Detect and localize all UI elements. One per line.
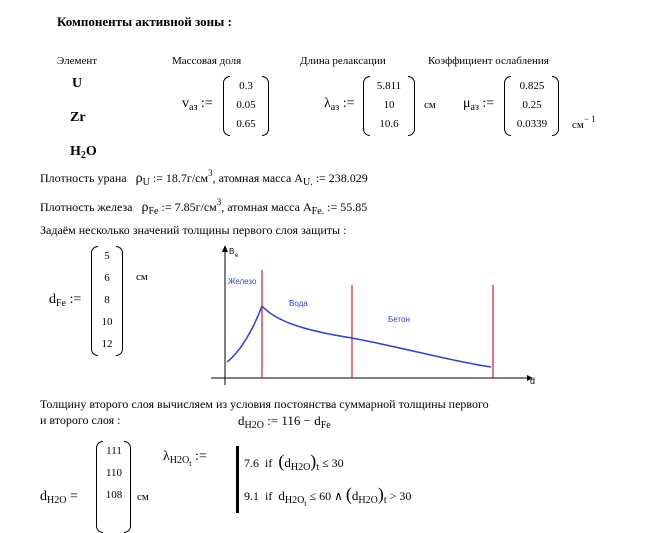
v-az-val: 0.3 bbox=[239, 80, 253, 92]
case2-t2: t bbox=[383, 495, 387, 506]
lambda-az-unit: см bbox=[424, 99, 436, 111]
lambda-az-val: 10.6 bbox=[379, 118, 399, 130]
d-fe-val: 5 bbox=[104, 250, 110, 262]
lambda-h2o-label bbox=[163, 449, 207, 468]
u-mass-def: := 238.029 bbox=[315, 171, 368, 185]
mu-az-val: 0.0339 bbox=[516, 118, 548, 130]
col-element: Элемент bbox=[57, 55, 98, 67]
h2o-h: H bbox=[70, 144, 81, 159]
second-layer-text-2: и второго слоя : bbox=[40, 413, 121, 427]
lambda-h2o-assign: := bbox=[194, 449, 207, 464]
u-mass-sub: U. bbox=[302, 177, 313, 188]
d-fe-val: 8 bbox=[104, 294, 110, 306]
mu-az-unit bbox=[572, 114, 596, 131]
element-zr: Zr bbox=[70, 110, 86, 125]
x-axis-label: d bbox=[530, 376, 535, 386]
d-h2o-unit: см bbox=[137, 491, 149, 503]
d-fe-unit: см bbox=[136, 271, 148, 283]
mu-az-label bbox=[463, 96, 494, 113]
uranium-density-line bbox=[40, 168, 368, 188]
case2-d2-sub: H2O bbox=[358, 495, 378, 506]
iron-density-line bbox=[40, 197, 367, 217]
mu-az-unit-text: см bbox=[572, 119, 584, 131]
col-attenuation: Коэффициент ослабления bbox=[428, 55, 549, 67]
fe-mass-label: , атомная масса A bbox=[221, 200, 312, 214]
u-mass-label: , атомная масса A bbox=[212, 171, 303, 185]
element-h2o bbox=[70, 144, 97, 161]
mu-az-symbol: μ bbox=[463, 96, 471, 111]
case2-d-sub: H2O bbox=[284, 495, 305, 506]
rho-u-sub: U bbox=[142, 177, 150, 188]
case2-value: 9.1 bbox=[244, 489, 259, 503]
mu-az-val: 0.25 bbox=[522, 99, 542, 111]
rho-fe-def: := 7.85г/см bbox=[161, 200, 217, 214]
lambda-az-assign: := bbox=[342, 96, 355, 111]
case2-cond: ≤ 60 ∧ bbox=[309, 489, 343, 503]
case2-lparen: ( bbox=[345, 484, 352, 504]
v-az-vector bbox=[228, 76, 264, 134]
d-h2o-def-expr: := 116 − d bbox=[267, 413, 321, 428]
region-concrete-label: Бетон bbox=[388, 315, 410, 324]
d-h2o-vec-symbol: d bbox=[40, 489, 47, 504]
case2-rparen: ) bbox=[377, 484, 384, 504]
y-axis-arrow bbox=[222, 245, 228, 252]
case1-t: t bbox=[316, 462, 320, 473]
mu-az-vector bbox=[509, 76, 555, 134]
v-az-val: 0.05 bbox=[236, 99, 256, 111]
d-fe-label bbox=[49, 292, 81, 309]
case1-value: 7.6 bbox=[244, 456, 259, 470]
buildup-graph bbox=[205, 240, 535, 390]
case1-if: if bbox=[265, 456, 273, 470]
section-header: Компоненты активной зоны : bbox=[57, 14, 232, 29]
h2o-o: O bbox=[85, 144, 97, 159]
lambda-h2o-case2 bbox=[244, 484, 411, 508]
lambda-az-val: 5.811 bbox=[376, 80, 402, 92]
case1-rparen: ) bbox=[310, 451, 317, 471]
lambda-az-label bbox=[324, 96, 354, 113]
rho-u-symbol: ρ bbox=[135, 171, 143, 186]
region-water-label: Вода bbox=[289, 299, 308, 308]
case2-d2: d bbox=[351, 488, 359, 503]
lambda-az-sub: аз bbox=[330, 102, 340, 113]
mu-az-val: 0.825 bbox=[519, 80, 545, 92]
col-relax-length: Длина релаксации bbox=[300, 55, 386, 67]
buildup-curve bbox=[227, 306, 491, 367]
d-h2o-val: 111 bbox=[106, 445, 122, 457]
lambda-az-symbol: λ bbox=[324, 96, 331, 111]
d-h2o-vec-label bbox=[40, 489, 78, 506]
element-u: U bbox=[72, 76, 83, 91]
d-h2o-val: 110 bbox=[105, 467, 123, 479]
lambda-h2o-symbol: λ bbox=[163, 449, 170, 464]
lambda-az-vector bbox=[368, 76, 410, 134]
fe-mass-def: := 55.85 bbox=[327, 200, 368, 214]
d-fe-sub: Fe bbox=[56, 298, 66, 309]
mu-az-unit-exp: − 1 bbox=[583, 114, 596, 124]
d-fe-val: 6 bbox=[104, 272, 110, 284]
d-h2o-def-symbol: d bbox=[238, 413, 245, 428]
v-az-val: 0.65 bbox=[236, 118, 256, 130]
rho-fe-sub: Fe bbox=[148, 206, 159, 217]
case2-d: d bbox=[278, 488, 285, 503]
case1-lparen: ( bbox=[278, 451, 285, 471]
d-h2o-def-sub: H2O bbox=[244, 420, 264, 431]
d-fe-symbol: d bbox=[49, 292, 56, 307]
rho-fe-cube: 3 bbox=[216, 197, 222, 207]
mu-az-assign: := bbox=[482, 96, 495, 111]
v-az-sub: аз bbox=[189, 102, 198, 113]
d-h2o-vector bbox=[101, 441, 127, 513]
d-h2o-vec-sub: H2O bbox=[47, 495, 67, 506]
y-axis-label: B bbox=[229, 247, 235, 256]
iron-label: Плотность железа bbox=[40, 200, 133, 214]
d-h2o-def-fe-sub: Fe bbox=[320, 420, 331, 431]
lambda-h2o-sub: H2O bbox=[169, 455, 190, 466]
case1-cond: ≤ 30 bbox=[322, 456, 344, 470]
d-fe-assign: := bbox=[69, 292, 82, 307]
case1-d-sub: H2O bbox=[290, 462, 311, 473]
set-thickness-text: Задаём несколько значений толщины первого слоя защиты : bbox=[40, 223, 347, 237]
lambda-az-val: 10 bbox=[383, 99, 395, 111]
y-axis-sub: e bbox=[235, 253, 239, 259]
lambda-h2o-case1 bbox=[244, 451, 344, 473]
v-az-symbol: v bbox=[182, 96, 189, 111]
uranium-label: Плотность урана bbox=[40, 171, 127, 185]
second-layer-text-1: Толщину второго слоя вычисляем из условия постоянства суммарной толщины первого bbox=[40, 397, 489, 411]
fe-mass-sub: Fe. bbox=[311, 206, 325, 217]
case1-d: d bbox=[284, 455, 291, 470]
v-az-assign: := bbox=[200, 96, 213, 111]
h2o-2: 2 bbox=[80, 150, 86, 161]
v-az-label bbox=[182, 96, 213, 113]
lambda-h2o-sub-t: t bbox=[189, 459, 192, 468]
case2-if: if bbox=[265, 489, 273, 503]
col-mass-fraction: Массовая доля bbox=[172, 55, 242, 67]
case2-cond2: > 30 bbox=[389, 489, 412, 503]
d-fe-vector bbox=[96, 246, 118, 354]
d-h2o-vec-eq: = bbox=[69, 489, 78, 504]
d-h2o-val: 108 bbox=[105, 489, 123, 501]
d-h2o-definition bbox=[238, 413, 331, 431]
case2-t: t bbox=[304, 499, 307, 508]
rho-u-cube: 3 bbox=[208, 168, 213, 178]
rho-fe-symbol: ρ bbox=[141, 200, 149, 215]
region-iron-label: Железо bbox=[228, 277, 257, 286]
piecewise-bar bbox=[236, 446, 239, 513]
d-fe-val: 12 bbox=[101, 338, 113, 350]
mu-az-sub: аз bbox=[470, 102, 479, 113]
rho-u-def: := 18.7г/см bbox=[152, 171, 209, 185]
d-fe-val: 10 bbox=[101, 316, 113, 328]
